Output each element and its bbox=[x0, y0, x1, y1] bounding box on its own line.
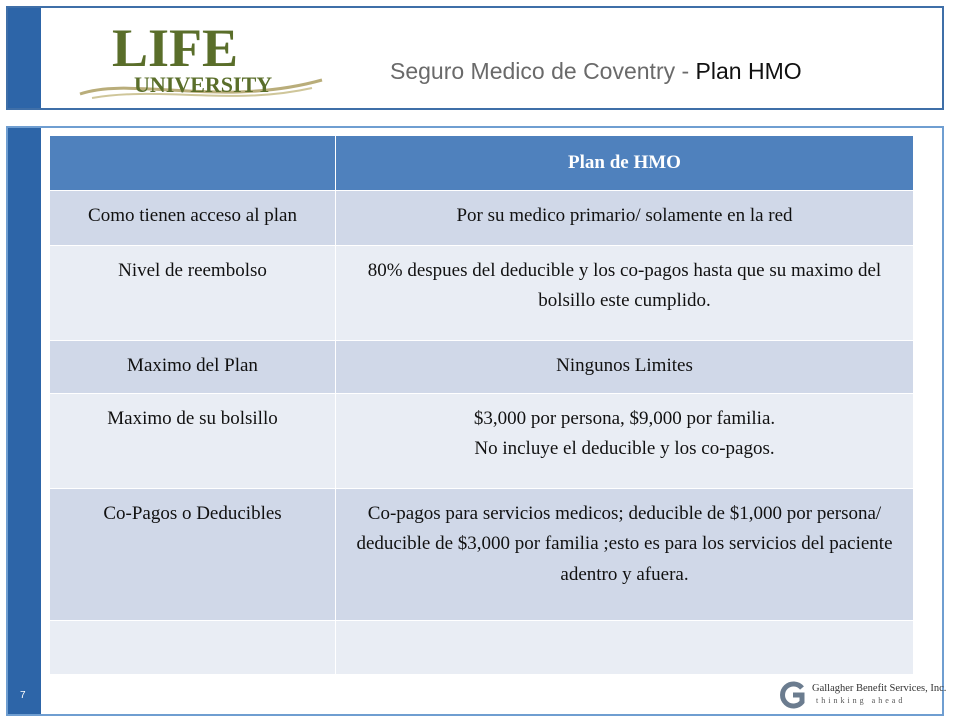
row-value: Por su medico primario/ solamente en la red bbox=[336, 191, 914, 246]
svg-text:UNIVERSITY: UNIVERSITY bbox=[134, 72, 273, 97]
table-header-plan: Plan de HMO bbox=[336, 136, 914, 191]
table-header-empty bbox=[50, 136, 336, 191]
header-accent-bar bbox=[8, 8, 41, 108]
frame-accent-bar bbox=[8, 128, 41, 714]
row-label: Nivel de reembolso bbox=[50, 246, 336, 341]
row-label: Como tienen acceso al plan bbox=[50, 191, 336, 246]
row-value: Co-pagos para servicios medicos; deducible de $1,000 por persona/ deducible de $3,000 por familia ;esto es para los servicios del paciente adentro y afuera. bbox=[336, 489, 914, 621]
company-tagline: thinking ahead bbox=[816, 696, 906, 705]
slide-header bbox=[6, 6, 944, 110]
company-name: Gallagher Benefit Services, Inc. bbox=[812, 683, 947, 694]
table-row bbox=[50, 394, 914, 489]
row-label bbox=[50, 621, 336, 675]
row-value-line: $3,000 por persona, $9,000 por familia. bbox=[473, 408, 776, 429]
table-row bbox=[50, 341, 914, 394]
table-row bbox=[50, 489, 914, 621]
life-university-logo bbox=[72, 16, 332, 104]
row-value: Ningunos Limites bbox=[336, 341, 914, 394]
table-row bbox=[50, 191, 914, 246]
gallagher-logo bbox=[776, 681, 947, 711]
row-value bbox=[336, 394, 914, 489]
row-value-line: No incluye el deducible y los co-pagos. bbox=[474, 438, 775, 460]
page-title: Seguro Medico de Coventry - Plan HMO bbox=[390, 58, 802, 84]
row-label: Maximo de su bolsillo bbox=[50, 394, 336, 489]
table-row-empty bbox=[50, 621, 914, 675]
plan-comparison-table bbox=[49, 135, 914, 675]
row-label: Maximo del Plan bbox=[50, 341, 336, 394]
page-number: 7 bbox=[20, 690, 26, 701]
row-value: 80% despues del deducible y los co-pagos hasta que su maximo del bolsillo este cumplido. bbox=[336, 246, 914, 341]
row-value bbox=[336, 621, 914, 675]
svg-text:LIFE: LIFE bbox=[112, 18, 239, 78]
table-row bbox=[50, 246, 914, 341]
row-label: Co-Pagos o Deducibles bbox=[50, 489, 336, 621]
gallagher-g-icon bbox=[776, 681, 808, 709]
table-header-row bbox=[50, 136, 914, 191]
